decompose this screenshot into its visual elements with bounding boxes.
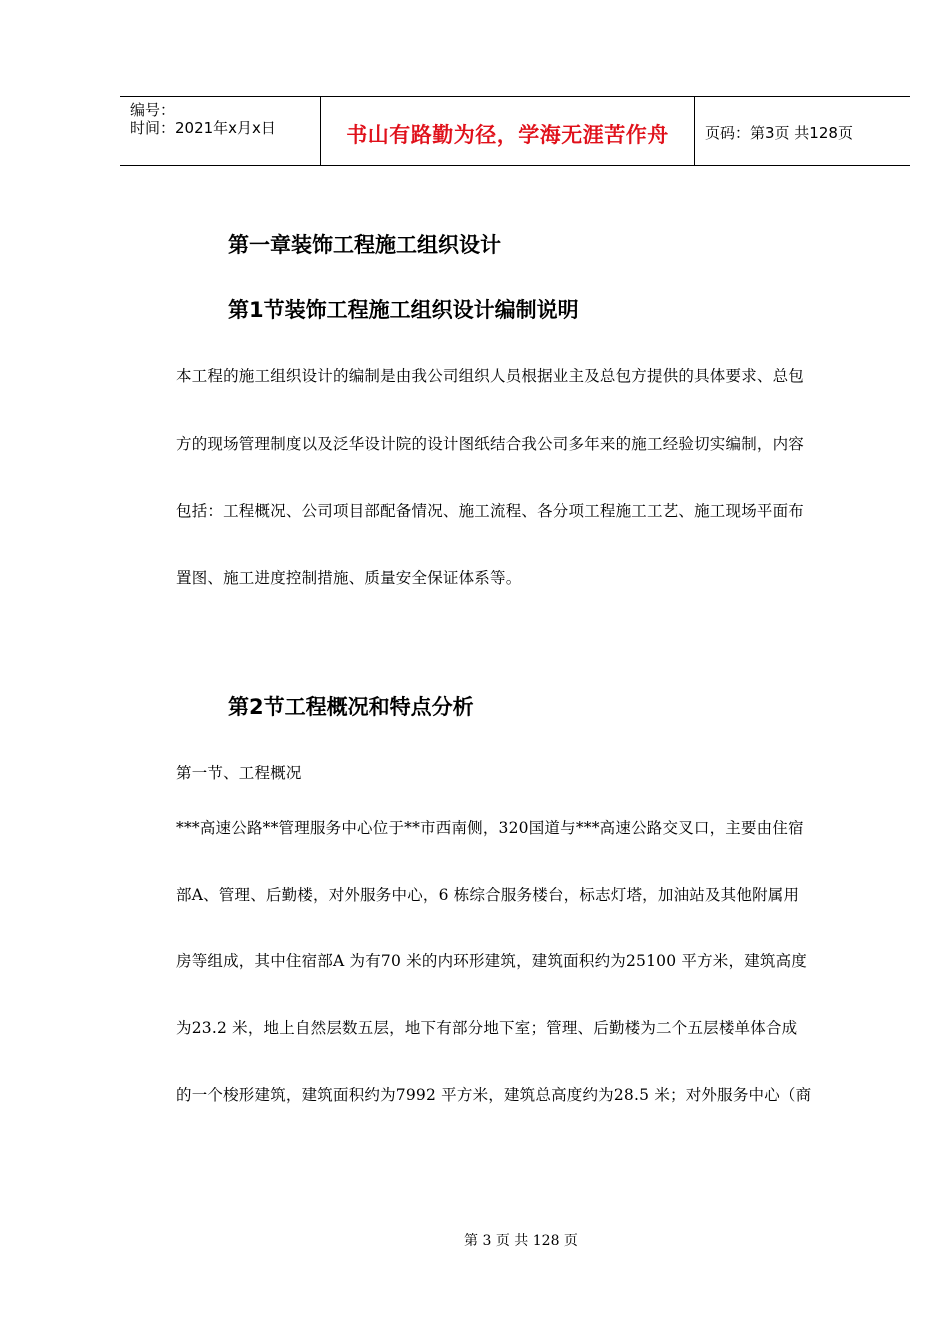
header-info-cell <box>120 97 321 165</box>
header-motto: 书山有路勤为径，学海无涯苦作舟 <box>346 123 669 147</box>
section2-paragraph-line: 房等组成，其中住宿部A 为有70 米的内环形建筑，建筑面积约为25100 平方米，建筑高度 <box>176 952 808 970</box>
section2-paragraph-line: 部A、管理、后勤楼，对外服务中心，6 栋综合服务楼台，标志灯塔，加油站及其他附属用 <box>176 886 800 904</box>
section2-paragraph-line: 为23.2 米，地上自然层数五层，地下有部分地下室；管理、后勤楼为二个五层楼单体合成 <box>176 1019 798 1037</box>
section1-paragraph-line: 置图、施工进度控制措施、质量安全保证体系等。 <box>176 569 522 587</box>
section1-title: 第1节装饰工程施工组织设计编制说明 <box>228 298 579 322</box>
section1-paragraph-line: 包括：工程概况、公司项目部配备情况、施工流程、各分项工程施工工艺、施工现场平面布 <box>176 502 805 520</box>
header-page-number: 页码：第3页 共128页 <box>705 124 853 142</box>
document-time-label: 时间：2021年x月x日 <box>130 119 276 137</box>
section1-paragraph-line: 方的现场管理制度以及泛华设计院的设计图纸结合我公司多年来的施工经验切实编制，内容 <box>176 435 805 453</box>
page-header <box>120 96 910 166</box>
header-page-cell <box>695 97 910 165</box>
section1-paragraph-line: 本工程的施工组织设计的编制是由我公司组织人员根据业主及总包方提供的具体要求、总包 <box>176 367 805 385</box>
section2-subtitle: 第一节、工程概况 <box>176 764 302 782</box>
section2-paragraph-line: ***高速公路**管理服务中心位于**市西南侧，320国道与***高速公路交叉口，主要由住宿 <box>176 819 804 837</box>
chapter-title: 第一章装饰工程施工组织设计 <box>228 233 501 257</box>
section2-paragraph-line: 的一个梭形建筑，建筑面积约为7992 平方米，建筑总高度约为28.5 米；对外服务中心（商 <box>176 1086 812 1104</box>
section2-title: 第2节工程概况和特点分析 <box>228 695 474 719</box>
header-motto-cell <box>321 97 695 165</box>
document-number-label: 编号： <box>130 101 176 119</box>
page-footer: 第 3 页 共 128 页 <box>464 1233 578 1249</box>
